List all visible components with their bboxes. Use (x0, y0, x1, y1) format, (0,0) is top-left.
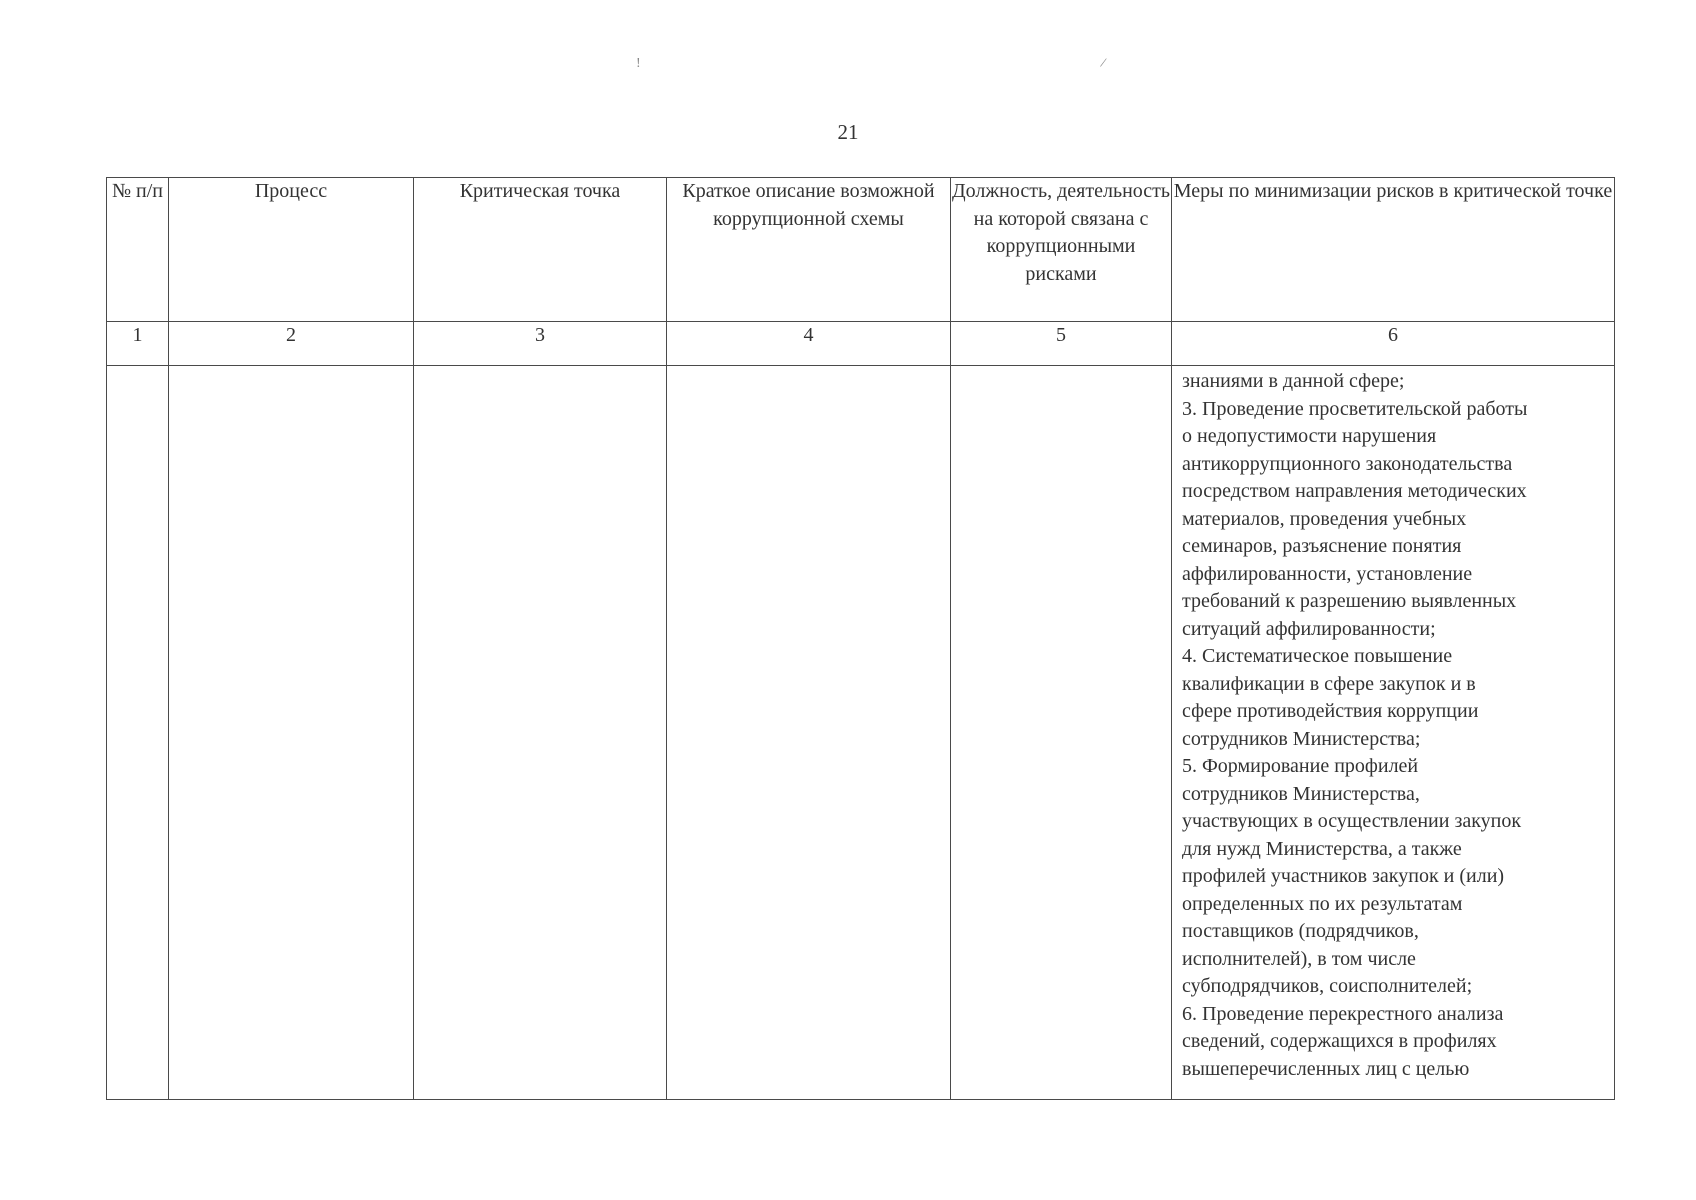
header-measures: Меры по минимизации рисков в критической точке (1172, 178, 1615, 322)
measure-line: сведений, содержащихся в профилях (1182, 1030, 1497, 1052)
measure-line: сфере противодействия коррупции (1182, 700, 1479, 722)
column-number: 5 (951, 322, 1172, 366)
measure-line: квалификации в сфере закупок и в (1182, 672, 1476, 695)
column-number-row (107, 322, 1615, 366)
header-scheme: Краткое описание возможной коррупционной схемы (667, 178, 951, 322)
measure-line: семинаров, разъяснение понятия (1182, 535, 1462, 557)
measure-line: вышеперечисленных лиц с целью (1182, 1057, 1470, 1080)
measure-line: требований к разрешению выявленных (1182, 590, 1517, 612)
measure-line: для нужд Министерства, а также (1182, 837, 1462, 860)
measure-line: ситуаций аффилированности; (1182, 617, 1436, 640)
table-header-row (107, 178, 1615, 322)
column-number: 6 (1172, 322, 1615, 366)
measure-line: о недопустимости нарушения (1182, 425, 1437, 447)
header-number: № п/п (107, 178, 169, 322)
header-process: Процесс (169, 178, 414, 322)
measure-line: 3. Проведение просветительской работы (1182, 397, 1528, 420)
measure-line: материалов, проведения учебных (1182, 507, 1467, 530)
column-number: 2 (169, 322, 414, 366)
measure-line: поставщиков (подрядчиков, (1182, 920, 1419, 942)
measure-line: сотрудников Министерства, (1182, 782, 1420, 805)
cell-critical-point (414, 366, 667, 1100)
column-number: 1 (107, 322, 169, 366)
measure-line: профилей участников закупок и (или) (1182, 865, 1505, 887)
measure-line: исполнителей), в том числе (1182, 947, 1416, 970)
header-critical-point: Критическая точка (414, 178, 667, 322)
cell-number (107, 366, 169, 1100)
measure-line: участвующих в осуществлении закупок (1182, 810, 1522, 832)
measure-line: определенных по их результатам (1182, 892, 1463, 915)
table-row (107, 366, 1615, 1100)
page-number: 21 (837, 120, 859, 144)
header-position: Должность, деятельность на которой связана с коррупционными рисками (951, 178, 1172, 322)
cell-measures (1172, 366, 1615, 1100)
measure-line: 4. Систематическое повышение (1182, 645, 1453, 667)
scan-mark: / (1098, 55, 1108, 72)
column-number: 3 (414, 322, 667, 366)
cell-position (951, 366, 1172, 1100)
risk-table (106, 177, 1615, 1100)
measure-line: посредством направления методических (1182, 480, 1527, 502)
measure-line: субподрядчиков, соисполнителей; (1182, 975, 1473, 997)
measure-line: знаниями в данной сфере; (1182, 370, 1405, 392)
cell-scheme (667, 366, 951, 1100)
scan-mark: ! (636, 56, 641, 71)
measure-line: сотрудников Министерства; (1182, 727, 1421, 750)
cell-process (169, 366, 414, 1100)
measure-line: 6. Проведение перекрестного анализа (1182, 1002, 1504, 1025)
measure-line: аффилированности, установление (1182, 562, 1473, 585)
measure-line: 5. Формирование профилей (1182, 755, 1419, 777)
column-number: 4 (667, 322, 951, 366)
measure-line: антикоррупционного законодательства (1182, 452, 1513, 475)
